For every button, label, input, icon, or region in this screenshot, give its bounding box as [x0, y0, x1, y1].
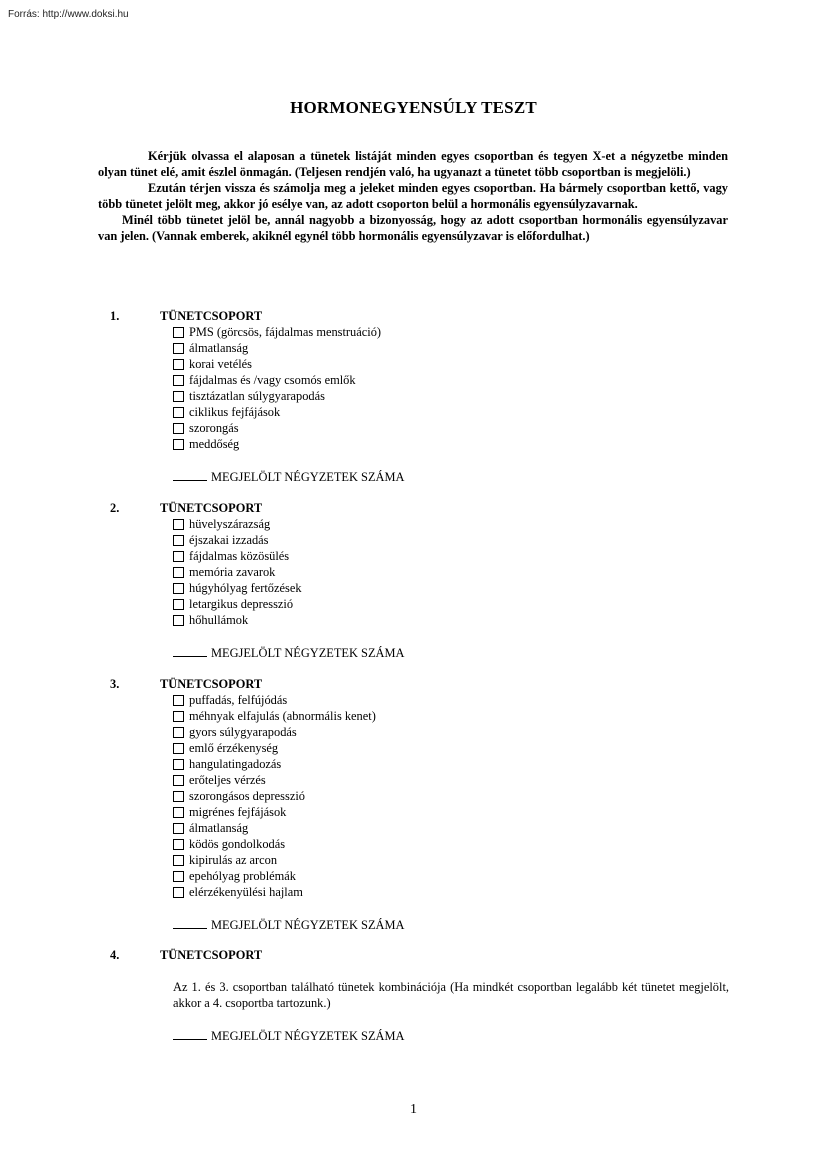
count-blank-field[interactable] — [173, 644, 207, 657]
group-number: 4. — [110, 948, 120, 962]
marked-count-line — [173, 916, 730, 932]
symptom-label: gyors súlygyarapodás — [189, 725, 297, 739]
symptom-label: méhnyak elfajulás (abnormális kenet) — [189, 709, 376, 723]
symptom-list — [173, 324, 730, 452]
checkbox[interactable] — [173, 327, 184, 338]
symptom-label: puffadás, felfújódás — [189, 693, 288, 707]
checkbox[interactable] — [173, 743, 184, 754]
symptom-label: erőteljes vérzés — [189, 773, 266, 787]
symptom-label: migrénes fejfájások — [189, 805, 287, 819]
symptom-item[interactable] — [173, 388, 730, 404]
symptom-label: szorongásos depresszió — [189, 789, 305, 803]
symptom-item[interactable] — [173, 788, 730, 804]
count-blank-field[interactable] — [173, 468, 207, 481]
checkbox[interactable] — [173, 407, 184, 418]
symptom-label: szorongás — [189, 421, 239, 435]
symptom-group-2 — [110, 500, 730, 660]
group-number: 1. — [110, 309, 120, 323]
checkbox[interactable] — [173, 535, 184, 546]
group-label: TÜNETCSOPORT — [160, 677, 263, 691]
checkbox[interactable] — [173, 583, 184, 594]
checkbox[interactable] — [173, 615, 184, 626]
symptom-label: tisztázatlan súlygyarapodás — [189, 389, 325, 403]
count-label: MEGJELÖLT NÉGYZETEK SZÁMA — [211, 1029, 405, 1043]
instructions-paragraph-1: Kérjük olvassa el alaposan a tünetek listáját minden egyes csoportban és tegyen X-et a négyzetbe minden olyan tünet elé, amit észlel önmagán. (Teljesen rendjén való, ha ugyanazt a tünetet több csoportban is megjelöli.) — [98, 149, 728, 179]
symptom-label: emlő érzékenység — [189, 741, 279, 755]
checkbox[interactable] — [173, 567, 184, 578]
symptom-label: hőhullámok — [189, 613, 249, 627]
group-number: 3. — [110, 677, 120, 691]
symptom-label: memória zavarok — [189, 565, 276, 579]
symptom-label: álmatlanság — [189, 821, 249, 835]
instructions — [98, 148, 728, 244]
symptom-label: korai vetélés — [189, 357, 252, 371]
symptom-list — [173, 692, 730, 900]
symptom-label: fájdalmas és /vagy csomós emlők — [189, 373, 356, 387]
marked-count-line — [173, 468, 730, 484]
symptom-item[interactable] — [173, 564, 730, 580]
checkbox[interactable] — [173, 423, 184, 434]
symptom-item[interactable] — [173, 868, 730, 884]
source-url: Forrás: http://www.doksi.hu — [8, 9, 129, 20]
group-description: Az 1. és 3. csoportban található tünetek kombinációja (Ha mindkét csoportban legalább két tünetet megjelölt, akkor a 4. csoportba tartozunk.) — [173, 980, 729, 1010]
checkbox[interactable] — [173, 727, 184, 738]
symptom-label: éjszakai izzadás — [189, 533, 269, 547]
symptom-item[interactable] — [173, 420, 730, 436]
symptom-item[interactable] — [173, 372, 730, 388]
checkbox[interactable] — [173, 695, 184, 706]
symptom-item[interactable] — [173, 708, 730, 724]
checkbox[interactable] — [173, 791, 184, 802]
symptom-item[interactable] — [173, 436, 730, 452]
checkbox[interactable] — [173, 823, 184, 834]
symptom-label: PMS (görcsös, fájdalmas menstruáció) — [189, 325, 382, 339]
symptom-item[interactable] — [173, 820, 730, 836]
symptom-label: meddőség — [189, 437, 240, 451]
symptom-label: húgyhólyag fertőzések — [189, 581, 302, 595]
symptom-item[interactable] — [173, 580, 730, 596]
symptom-label: ciklikus fejfájások — [189, 405, 281, 419]
symptom-group-1 — [110, 308, 730, 484]
group-heading — [110, 500, 730, 516]
group-label: TÜNETCSOPORT — [160, 501, 263, 515]
instructions-paragraph-3: Minél több tünetet jelöl be, annál nagyobb a bizonyosság, hogy az adott csoportban hormonális egyensúlyzavar van jelen. (Vannak emberek, akiknél egynél több hormonális egyensúlyzavar is előfordulhat.) — [98, 213, 728, 243]
checkbox[interactable] — [173, 375, 184, 386]
symptom-item[interactable] — [173, 724, 730, 740]
count-blank-field[interactable] — [173, 916, 207, 929]
symptom-item[interactable] — [173, 852, 730, 868]
group-number: 2. — [110, 501, 120, 515]
symptom-label: elérzékenyülési hajlam — [189, 885, 303, 899]
checkbox[interactable] — [173, 759, 184, 770]
symptom-item[interactable] — [173, 356, 730, 372]
checkbox[interactable] — [173, 871, 184, 882]
symptom-item[interactable] — [173, 612, 730, 628]
symptom-item[interactable] — [173, 532, 730, 548]
symptom-label: letargikus depresszió — [189, 597, 294, 611]
count-label: MEGJELÖLT NÉGYZETEK SZÁMA — [211, 918, 405, 932]
checkbox[interactable] — [173, 519, 184, 530]
checkbox[interactable] — [173, 711, 184, 722]
checkbox[interactable] — [173, 839, 184, 850]
checkbox[interactable] — [173, 807, 184, 818]
symptom-item[interactable] — [173, 884, 730, 900]
symptom-item[interactable] — [173, 756, 730, 772]
symptom-item[interactable] — [173, 516, 730, 532]
group-label: TÜNETCSOPORT — [160, 309, 263, 323]
symptom-item[interactable] — [173, 804, 730, 820]
symptom-item[interactable] — [173, 548, 730, 564]
instructions-paragraph-2: Ezután térjen vissza és számolja meg a jeleket minden egyes csoportban. Ha bármely csoportban kettő, vagy több tünetet jelölt meg, akkor jó esélye van, az adott csoporton belül a hormonális egyensúlyzavarnak. — [98, 181, 728, 211]
symptom-label: fájdalmas közösülés — [189, 549, 290, 563]
checkbox[interactable] — [173, 887, 184, 898]
count-label: MEGJELÖLT NÉGYZETEK SZÁMA — [211, 646, 405, 660]
checkbox[interactable] — [173, 439, 184, 450]
symptom-group-3 — [110, 676, 730, 932]
symptom-item[interactable] — [173, 740, 730, 756]
page-number: 1 — [410, 1102, 417, 1117]
symptom-item[interactable] — [173, 836, 730, 852]
symptom-label: epehólyag problémák — [189, 869, 297, 883]
group-label: TÜNETCSOPORT — [160, 948, 263, 962]
checkbox[interactable] — [173, 599, 184, 610]
group-heading — [110, 308, 730, 324]
symptom-label: hangulatingadozás — [189, 757, 282, 771]
checkbox[interactable] — [173, 855, 184, 866]
symptom-item[interactable] — [173, 324, 730, 340]
checkbox[interactable] — [173, 775, 184, 786]
symptom-group-4 — [110, 947, 730, 1043]
checkbox[interactable] — [173, 343, 184, 354]
symptom-label: kipirulás az arcon — [189, 853, 278, 867]
page-title: HORMONEGYENSÚLY TESZT — [290, 98, 537, 117]
symptom-item[interactable] — [173, 772, 730, 788]
checkbox[interactable] — [173, 551, 184, 562]
symptom-label: ködös gondolkodás — [189, 837, 286, 851]
symptom-item[interactable] — [173, 404, 730, 420]
symptom-item[interactable] — [173, 692, 730, 708]
group-heading — [110, 676, 730, 692]
symptom-label: hüvelyszárazság — [189, 517, 271, 531]
checkbox[interactable] — [173, 391, 184, 402]
checkbox[interactable] — [173, 359, 184, 370]
symptom-label: álmatlanság — [189, 341, 249, 355]
symptom-item[interactable] — [173, 596, 730, 612]
group-heading — [110, 947, 730, 963]
symptom-list — [173, 516, 730, 628]
count-label: MEGJELÖLT NÉGYZETEK SZÁMA — [211, 470, 405, 484]
count-blank-field[interactable] — [173, 1027, 207, 1040]
marked-count-line — [173, 1027, 730, 1043]
marked-count-line — [173, 644, 730, 660]
symptom-item[interactable] — [173, 340, 730, 356]
